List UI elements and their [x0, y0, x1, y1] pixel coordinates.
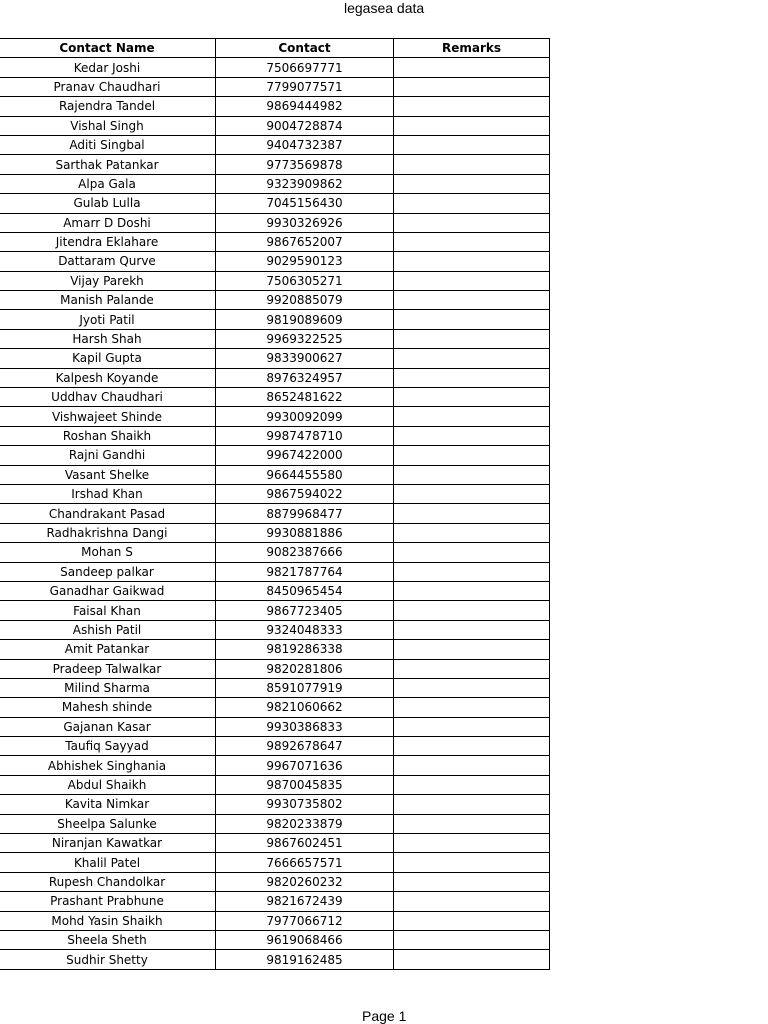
cell-contact: 9323909862	[216, 174, 394, 193]
cell-remarks	[394, 581, 550, 600]
cell-contact-name: Vishwajeet Shinde	[0, 407, 216, 426]
cell-contact: 9867652007	[216, 232, 394, 251]
cell-contact-name: Harsh Shah	[0, 329, 216, 348]
cell-contact: 8652481622	[216, 388, 394, 407]
table-row	[0, 581, 550, 600]
cell-contact: 7506697771	[216, 58, 394, 77]
table-row	[0, 698, 550, 717]
cell-contact-name: Radhakrishna Dangi	[0, 523, 216, 542]
cell-contact: 9029590123	[216, 252, 394, 271]
cell-contact: 9987478710	[216, 426, 394, 445]
cell-remarks	[394, 329, 550, 348]
cell-contact: 9930092099	[216, 407, 394, 426]
cell-contact-name: Alpa Gala	[0, 174, 216, 193]
cell-contact-name: Manish Palande	[0, 291, 216, 310]
table-row	[0, 310, 550, 329]
cell-contact-name: Kalpesh Koyande	[0, 368, 216, 387]
cell-remarks	[394, 58, 550, 77]
cell-contact: 9819162485	[216, 950, 394, 969]
cell-contact-name: Jitendra Eklahare	[0, 232, 216, 251]
cell-remarks	[394, 388, 550, 407]
table-row	[0, 543, 550, 562]
cell-contact: 9967071636	[216, 756, 394, 775]
column-header-contact: Contact	[216, 39, 394, 58]
cell-contact: 9867602451	[216, 834, 394, 853]
sheet-title: legasea data	[344, 0, 425, 16]
cell-contact: 8450965454	[216, 581, 394, 600]
cell-remarks	[394, 368, 550, 387]
cell-remarks	[394, 737, 550, 756]
cell-contact: 9930735802	[216, 795, 394, 814]
cell-contact: 9867594022	[216, 484, 394, 503]
cell-contact-name: Roshan Shaikh	[0, 426, 216, 445]
cell-contact-name: Mohd Yasin Shaikh	[0, 911, 216, 930]
cell-contact-name: Chandrakant Pasad	[0, 504, 216, 523]
cell-contact-name: Rajendra Tandel	[0, 97, 216, 116]
table-row	[0, 737, 550, 756]
table-row	[0, 368, 550, 387]
cell-contact-name: Prashant Prabhune	[0, 892, 216, 911]
cell-contact: 9869444982	[216, 97, 394, 116]
table-body	[0, 58, 550, 969]
cell-contact: 9819286338	[216, 640, 394, 659]
cell-contact-name: Ganadhar Gaikwad	[0, 581, 216, 600]
cell-contact-name: Sheelpa Salunke	[0, 814, 216, 833]
table-row	[0, 155, 550, 174]
cell-remarks	[394, 950, 550, 969]
cell-remarks	[394, 834, 550, 853]
cell-contact: 9664455580	[216, 465, 394, 484]
cell-contact-name: Kedar Joshi	[0, 58, 216, 77]
cell-contact: 9930881886	[216, 523, 394, 542]
cell-remarks	[394, 194, 550, 213]
cell-contact: 9967422000	[216, 446, 394, 465]
cell-remarks	[394, 407, 550, 426]
cell-contact: 9619068466	[216, 930, 394, 949]
table-row	[0, 620, 550, 639]
table-row	[0, 465, 550, 484]
table-row	[0, 911, 550, 930]
cell-remarks	[394, 756, 550, 775]
cell-contact: 9867723405	[216, 601, 394, 620]
table-row	[0, 349, 550, 368]
cell-contact-name: Mohan S	[0, 543, 216, 562]
cell-remarks	[394, 271, 550, 290]
cell-contact-name: Uddhav Chaudhari	[0, 388, 216, 407]
table-row	[0, 523, 550, 542]
cell-contact-name: Jyoti Patil	[0, 310, 216, 329]
cell-remarks	[394, 795, 550, 814]
cell-contact-name: Vishal Singh	[0, 116, 216, 135]
cell-contact: 7506305271	[216, 271, 394, 290]
table-row	[0, 58, 550, 77]
cell-contact-name: Taufiq Sayyad	[0, 737, 216, 756]
cell-remarks	[394, 911, 550, 930]
cell-contact: 9870045835	[216, 775, 394, 794]
cell-contact: 8591077919	[216, 678, 394, 697]
cell-remarks	[394, 930, 550, 949]
cell-contact-name: Gulab Lulla	[0, 194, 216, 213]
cell-remarks	[394, 601, 550, 620]
table-row	[0, 232, 550, 251]
table-row	[0, 213, 550, 232]
cell-contact: 7666657571	[216, 853, 394, 872]
table-row	[0, 174, 550, 193]
cell-remarks	[394, 872, 550, 891]
cell-contact-name: Milind Sharma	[0, 678, 216, 697]
table-row	[0, 504, 550, 523]
table-row	[0, 329, 550, 348]
cell-contact-name: Sarthak Patankar	[0, 155, 216, 174]
table-row	[0, 872, 550, 891]
table-row	[0, 388, 550, 407]
column-header-remarks: Remarks	[394, 39, 550, 58]
cell-contact: 9082387666	[216, 543, 394, 562]
table-row	[0, 640, 550, 659]
cell-remarks	[394, 717, 550, 736]
table-row	[0, 407, 550, 426]
cell-contact: 9969322525	[216, 329, 394, 348]
cell-remarks	[394, 426, 550, 445]
cell-remarks	[394, 853, 550, 872]
table-row	[0, 795, 550, 814]
cell-contact: 9821060662	[216, 698, 394, 717]
table-row	[0, 194, 550, 213]
cell-contact: 7045156430	[216, 194, 394, 213]
cell-remarks	[394, 620, 550, 639]
cell-remarks	[394, 640, 550, 659]
table-row	[0, 659, 550, 678]
cell-contact: 9920885079	[216, 291, 394, 310]
cell-remarks	[394, 659, 550, 678]
cell-contact: 9404732387	[216, 135, 394, 154]
cell-contact-name: Vasant Shelke	[0, 465, 216, 484]
cell-contact-name: Gajanan Kasar	[0, 717, 216, 736]
cell-remarks	[394, 446, 550, 465]
cell-contact-name: Aditi Singbal	[0, 135, 216, 154]
header-row	[0, 39, 550, 58]
cell-contact-name: Niranjan Kawatkar	[0, 834, 216, 853]
cell-contact-name: Kavita Nimkar	[0, 795, 216, 814]
cell-remarks	[394, 484, 550, 503]
cell-contact: 9821672439	[216, 892, 394, 911]
cell-remarks	[394, 678, 550, 697]
cell-contact: 9892678647	[216, 737, 394, 756]
table-row	[0, 484, 550, 503]
cell-contact-name: Ashish Patil	[0, 620, 216, 639]
cell-remarks	[394, 465, 550, 484]
table-row	[0, 291, 550, 310]
cell-contact-name: Irshad Khan	[0, 484, 216, 503]
cell-contact: 8976324957	[216, 368, 394, 387]
cell-remarks	[394, 814, 550, 833]
table-row	[0, 77, 550, 96]
table-row	[0, 116, 550, 135]
cell-contact: 9833900627	[216, 349, 394, 368]
cell-contact-name: Abhishek Singhania	[0, 756, 216, 775]
cell-contact-name: Khalil Patel	[0, 853, 216, 872]
table-row	[0, 775, 550, 794]
table-row	[0, 135, 550, 154]
cell-remarks	[394, 135, 550, 154]
cell-remarks	[394, 310, 550, 329]
cell-remarks	[394, 775, 550, 794]
cell-remarks	[394, 892, 550, 911]
cell-contact-name: Faisal Khan	[0, 601, 216, 620]
cell-contact-name: Kapil Gupta	[0, 349, 216, 368]
contacts-table	[0, 38, 550, 970]
cell-contact-name: Vijay Parekh	[0, 271, 216, 290]
table-row	[0, 892, 550, 911]
cell-remarks	[394, 97, 550, 116]
cell-remarks	[394, 252, 550, 271]
cell-contact-name: Dattaram Qurve	[0, 252, 216, 271]
cell-contact: 9324048333	[216, 620, 394, 639]
cell-contact: 7977066712	[216, 911, 394, 930]
cell-contact-name: Abdul Shaikh	[0, 775, 216, 794]
table-row	[0, 756, 550, 775]
table-row	[0, 446, 550, 465]
cell-contact: 9773569878	[216, 155, 394, 174]
cell-contact-name: Rajni Gandhi	[0, 446, 216, 465]
table-row	[0, 271, 550, 290]
page-number: Page 1	[362, 1008, 407, 1024]
cell-contact: 9004728874	[216, 116, 394, 135]
cell-contact-name: Rupesh Chandolkar	[0, 872, 216, 891]
cell-contact: 9820233879	[216, 814, 394, 833]
cell-contact-name: Mahesh shinde	[0, 698, 216, 717]
cell-contact: 9930326926	[216, 213, 394, 232]
cell-contact-name: Pranav Chaudhari	[0, 77, 216, 96]
cell-remarks	[394, 504, 550, 523]
cell-remarks	[394, 698, 550, 717]
cell-contact-name: Amarr D Doshi	[0, 213, 216, 232]
table-row	[0, 678, 550, 697]
table-row	[0, 930, 550, 949]
cell-contact: 9820260232	[216, 872, 394, 891]
cell-contact: 8879968477	[216, 504, 394, 523]
table-row	[0, 814, 550, 833]
table-row	[0, 717, 550, 736]
table-row	[0, 426, 550, 445]
cell-contact-name: Pradeep Talwalkar	[0, 659, 216, 678]
cell-contact: 9819089609	[216, 310, 394, 329]
cell-contact: 9821787764	[216, 562, 394, 581]
table-row	[0, 950, 550, 969]
table-row	[0, 562, 550, 581]
cell-remarks	[394, 116, 550, 135]
cell-remarks	[394, 543, 550, 562]
cell-remarks	[394, 232, 550, 251]
cell-contact-name: Sheela Sheth	[0, 930, 216, 949]
cell-remarks	[394, 213, 550, 232]
cell-contact-name: Sandeep palkar	[0, 562, 216, 581]
cell-remarks	[394, 523, 550, 542]
cell-remarks	[394, 349, 550, 368]
cell-remarks	[394, 291, 550, 310]
cell-contact: 9820281806	[216, 659, 394, 678]
cell-remarks	[394, 155, 550, 174]
table-row	[0, 834, 550, 853]
cell-contact: 7799077571	[216, 77, 394, 96]
cell-contact: 9930386833	[216, 717, 394, 736]
cell-remarks	[394, 77, 550, 96]
table-row	[0, 853, 550, 872]
table-row	[0, 252, 550, 271]
column-header-contact-name: Contact Name	[0, 39, 216, 58]
cell-contact-name: Sudhir Shetty	[0, 950, 216, 969]
table-row	[0, 97, 550, 116]
cell-remarks	[394, 174, 550, 193]
table-row	[0, 601, 550, 620]
cell-contact-name: Amit Patankar	[0, 640, 216, 659]
cell-remarks	[394, 562, 550, 581]
